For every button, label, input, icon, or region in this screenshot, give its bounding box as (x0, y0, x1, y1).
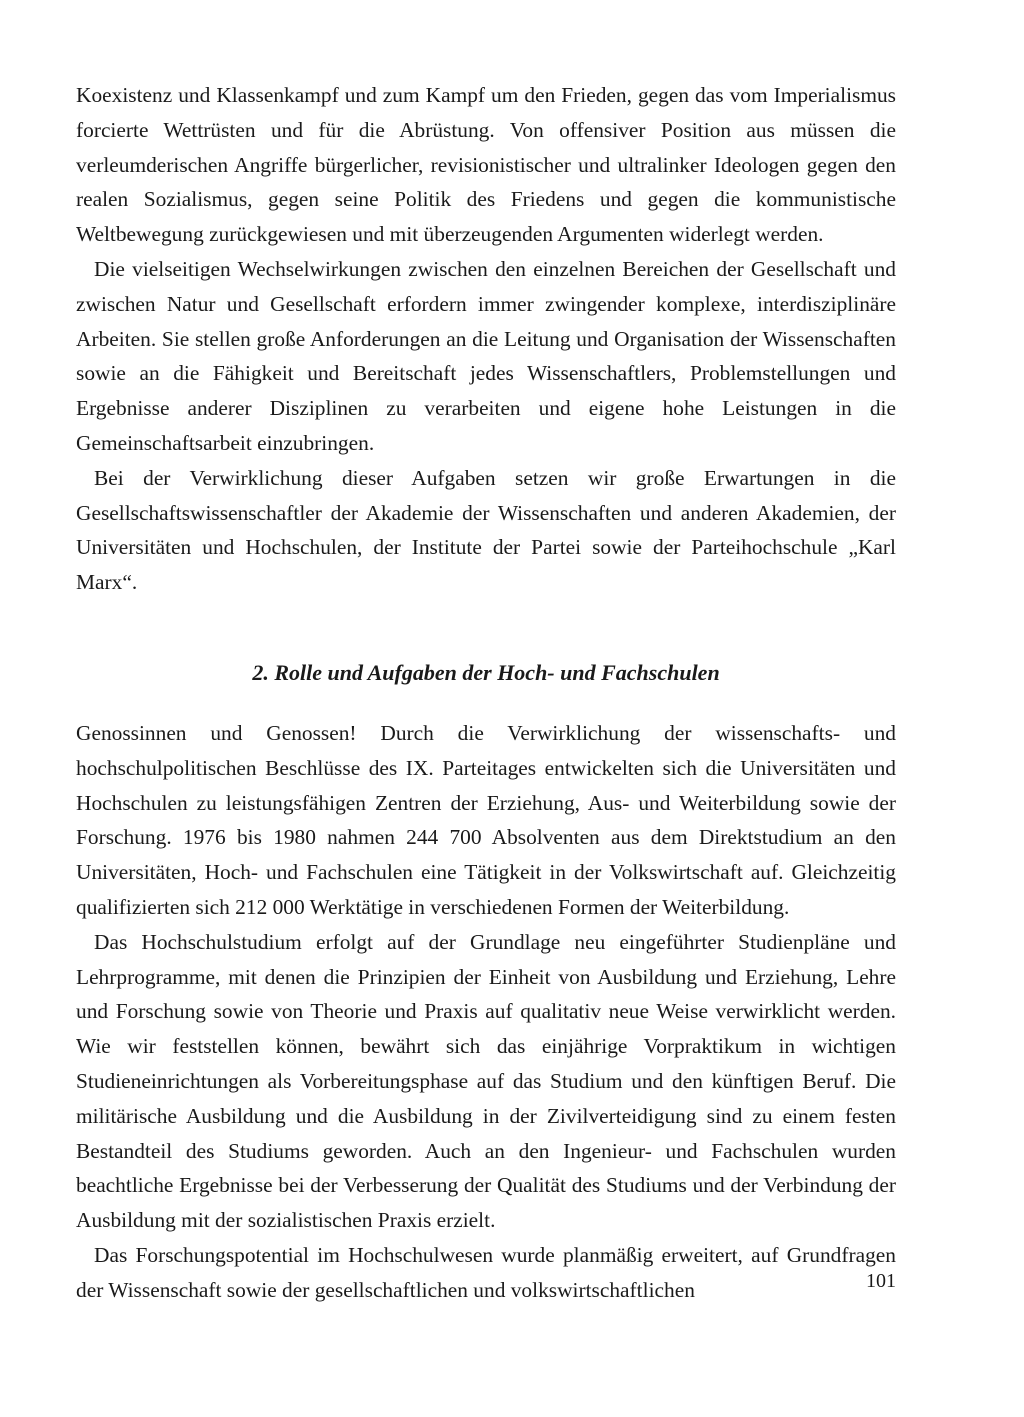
page-body (76, 78, 896, 1308)
section-heading: 2. Rolle und Aufgaben der Hoch- und Fachschulen (252, 659, 720, 685)
paragraph-koexistenz: Koexistenz und Klassenkampf und zum Kampf um den Frieden, gegen das vom Imperialismus forcierte Wettrüsten und für die Abrüstung. Von offensiver Position aus müssen die verleumderischen Angriffe bürgerlicher, revisionistischer und ultralinker Ideologen gegen den realen Sozialismus, gegen seine Politik des Friedens und gegen die kommunistische Weltbewegung zurückgewiesen und mit überzeugenden Argumenten widerlegt werden. (76, 83, 896, 247)
paragraph-wechselwirkungen: Die vielseitigen Wechselwirkungen zwischen den einzelnen Bereichen der Gesellschaft und zwischen Natur und Gesellschaft erfordern immer zwingender komplexe, interdisziplinäre Arbeiten. Sie stellen große Anforderungen an die Leitung und Organisation der Wissenschaften sowie an die Fähigkeit und Bereitschaft jedes Wissenschaftlers, Problemstellungen und Ergebnisse anderer Disziplinen zu verarbeiten und eigene hohe Leistungen in die Gemeinschaftsarbeit einzubringen. (76, 256, 896, 455)
paragraph-forschungspotential: Das Forschungspotential im Hochschulwesen wurde planmäßig erweitert, auf Grundfragen der Wissenschaft sowie der gesellschaftlichen und volkswirtschaftlichen (76, 1242, 896, 1302)
page-number: 101 (866, 1270, 896, 1292)
paragraph-hochschulstudium: Das Hochschulstudium erfolgt auf der Grundlage neu eingeführter Studienpläne und Lehrprogramme, mit denen die Prinzipien der Einheit von Ausbildung und Erziehung, Lehre und Forschung sowie von Theorie und Praxis auf qualitativ neue Weise verwirklicht werden. Wie wir feststellen können, bewährt sich das einjährige Vorpraktikum in wichtigen Studieneinrichtungen als Vorbereitungsphase auf das Studium und den künftigen Beruf. Die militärische Ausbildung und die Ausbildung in der Zivilverteidigung sind zu einem festen Bestandteil des Studiums geworden. Auch an den Ingenieur- und Fachschulen wurden beachtliche Ergebnisse bei der Verbesserung der Qualität des Studiums und der Verbindung der Ausbildung mit der sozialistischen Praxis erzielt. (76, 929, 896, 1233)
paragraph-erwartungen: Bei der Verwirklichung dieser Aufgaben setzen wir große Erwartungen in die Gesellschaftswissenschaftler der Akademie der Wissenschaften und anderen Akademien, der Universitäten und Hochschulen, der Institute der Partei sowie der Parteihochschule „Karl Marx“. (76, 465, 896, 595)
paragraph-genossinnen: Genossinnen und Genossen! Durch die Verwirklichung der wissenschafts- und hochschulpolitischen Beschlüsse des IX. Parteitages entwickelten sich die Universitäten und Hochschulen zu leistungsfähigen Zentren der Erziehung, Aus- und Weiterbildung sowie der Forschung. 1976 bis 1980 nahmen 244 700 Absolventen aus dem Direktstudium an den Universitäten, Hoch- und Fachschulen eine Tätigkeit in der Volkswirtschaft auf. Gleichzeitig qualifizierten sich 212 000 Werktätige in verschiedenen Formen der Weiterbildung. (76, 720, 896, 919)
